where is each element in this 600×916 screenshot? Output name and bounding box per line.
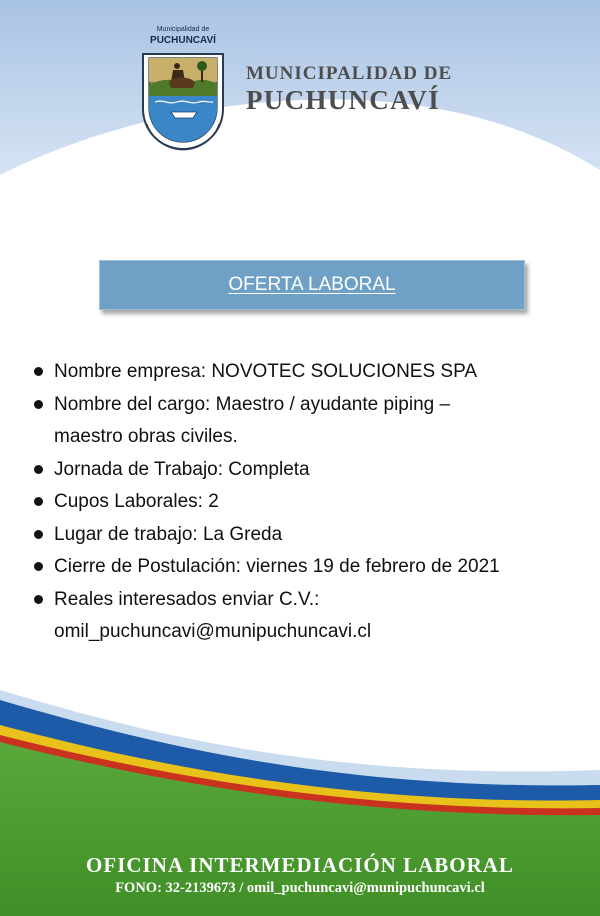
municipality-title: [246, 64, 452, 114]
item-line2: maestro obras civiles.: [54, 426, 238, 447]
municipality-title-line1: MUNICIPALIDAD DE: [246, 63, 453, 84]
item-line1: Lugar de trabajo: La Greda: [54, 523, 283, 545]
municipal-seal-logo: [133, 24, 233, 154]
bullet-icon: [34, 367, 43, 376]
list-item: [34, 389, 574, 454]
item-line1: Reales interesados enviar C.V.:: [54, 588, 320, 610]
offer-details-list: [34, 356, 574, 649]
bullet-icon: [34, 562, 43, 571]
bullet-icon: [34, 530, 43, 539]
offer-title-box: [99, 260, 525, 310]
bullet-icon: [34, 465, 43, 474]
bullet-icon: [34, 400, 43, 409]
bullet-icon: [34, 595, 43, 604]
seal-small-text: Municipalidad de: [156, 26, 210, 33]
list-item: [34, 356, 574, 389]
list-item: [34, 519, 574, 552]
footer-contact-info: FONO: 32-2139673 / omil_puchuncavi@munipuchuncavi.cl: [115, 880, 485, 896]
offer-title: OFERTA LABORAL: [228, 274, 396, 295]
municipality-title-line2: PUCHUNCAVÍ: [246, 85, 441, 115]
item-line1: Nombre empresa: NOVOTEC SOLUCIONES SPA: [54, 361, 478, 382]
contact-email-link[interactable]: omil_puchuncavi@munipuchuncavi.cl: [54, 621, 372, 642]
item-line1: Cierre de Postulación: viernes 19 de febrero de 2021: [54, 556, 500, 577]
list-item: [34, 486, 574, 519]
item-line1: Cupos Laborales: 2: [54, 491, 219, 512]
footer-office-title: OFICINA INTERMEDIACIÓN LABORAL: [86, 853, 514, 877]
list-item: [34, 551, 574, 584]
list-item: [34, 454, 574, 487]
item-line1: Jornada de Trabajo: Completa: [54, 458, 310, 480]
seal-shield-icon: [133, 24, 233, 154]
bullet-icon: [34, 497, 43, 506]
list-item: [34, 584, 574, 649]
item-line1: Nombre del cargo: Maestro / ayudante piping –: [54, 393, 451, 415]
seal-name-text: PUCHUNCAVÍ: [150, 35, 216, 46]
